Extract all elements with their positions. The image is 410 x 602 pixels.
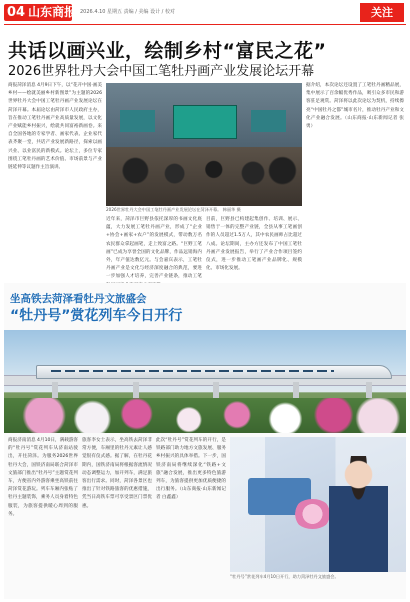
- article1-column-4: 据介绍，本次论坛还设置了工笔牡丹画精品展，集中展示了百余幅优秀作品，吸引众多市民和游客驻足观赏。菏泽将以此次论坛为契机，持续擦亮“中国牡丹之都”城市名片，推动牡丹产业和文化产业融合发展。（山东商报·山东新闻记者 张勇）: [306, 83, 404, 130]
- page-number: 04: [7, 5, 26, 20]
- article2-title: “牡丹号”赏花列车今日开行: [10, 308, 183, 324]
- forum-photo-caption: 2026世界牡丹大会中国工笔牡丹画产业发展论坛在菏泽开幕。 韩丽华 摄: [106, 207, 241, 212]
- header-divider: [4, 24, 406, 25]
- forum-photo: [106, 83, 302, 206]
- attendant-photo-caption: “牡丹号”赏花列车4月10日开行，助力菏泽牡丹文旅盛会。: [230, 574, 339, 579]
- page-header: [0, 0, 410, 26]
- article1-subtitle: 2026世界牡丹大会中国工笔牡丹画产业发展论坛开幕: [8, 64, 315, 79]
- article2-kicker: 坐高铁去菏泽看牡丹文旅盛会: [10, 293, 147, 305]
- article2-column-1: 商报济南消息 4月10日，满载游客的“牡丹号”赏花列车从济南站驶出，开往菏泽。为服务2026世界牡丹大会，国铁济南局联合菏泽市文旅部门推出“牡丹号”主题赏花列车，方便省内外游客乘坐高铁前往菏泽赏花游玩。列车车厢内张贴了牡丹主题装饰，乘务人员身着特色服装，为旅客提供暖心周到的服务。: [8, 438, 78, 517]
- article1-column-2: 近年来，菏泽市巨野县依托深厚的书画文化底蕴，大力发展工笔牡丹画产业，形成了“企业+协会+画家+农户”的发展模式，带动数万名农民群众拿起画笔，走上致富之路。“巨野工笔画”已成为享誉全国的文化品牌，作品远销海内外，年产值达数亿元。与会嘉宾表示，工笔牡丹画产业是文化与经济深度融合的典范，要进一步加强人才培养，完善产业链条，推动工笔: [106, 217, 202, 280]
- article1-column-1: 商报菏泽消息 4月9日下午，以“花开中国·画美乡村——绘就美丽乡村新图景”为主题的2026世界牡丹大会中国工笔牡丹画产业发展论坛在菏泽开幕。本届论坛由菏泽市人民政府主办，旨在推动工笔牡丹画产业高质量发展，以文化产业赋能乡村振兴，绘就共同富裕新画卷。来自全国各地的专家学者、画家代表、企业家代表齐聚一堂，共话产业发展新路径，探索以画兴业、以业富民的新模式。论坛上，多位专家围绕工笔牡丹画的艺术价值、市场前景与产业链延伸等议题作主旨演讲。: [8, 83, 102, 171]
- follow-label: 关注: [360, 3, 404, 22]
- article2-column-3: 此次“牡丹号”赏花列车的开行，是铁路部门助力地方文旅发展、服务乡村振兴的具体举措。下一步，国铁济南局将继续深化“铁路+文旅”融合发展，推出更多特色旅游列车，为旅客提供更加优质便捷的出行服务。（山东商报·山东新闻记者 白鑫鑫）: [156, 438, 226, 501]
- attendant-photo: [230, 437, 406, 572]
- article2-column-2: 旅客李女士表示，坐高铁去菏泽非常方便，车厢里的牡丹元素让人感觉很有仪式感。据了解，在牡丹花期内，国铁济南局将根据客流情况动态调整运力，加开列车，满足旅客出行需求。同时，菏泽各景区也推出了针对铁路旅客的优惠措施，凭当日高铁车票可享受景区门票优惠。: [82, 438, 152, 509]
- page-meta: 2026.4.10 星期五 责编 / 美编 设计 / 校对: [80, 9, 175, 15]
- article1-title: 共话以画兴业，绘制乡村“富民之花”: [8, 40, 327, 62]
- section-badge: [4, 4, 77, 21]
- article1-column-3: 目前，巨野县已构建起集创作、培训、展示、销售于一体的完整产业链，全县从事工笔画创作的人员超过1.5万人，其中农民画师占比超过八成。论坛期间，主办方还发布了中国工笔牡丹画产业发展报告，举行了产业合作项目签约仪式，进一步推动工笔画产业品牌化、规模化、市场化发展。: [206, 217, 302, 272]
- section-name: 山东商报: [28, 5, 77, 19]
- train-photo: [4, 330, 406, 433]
